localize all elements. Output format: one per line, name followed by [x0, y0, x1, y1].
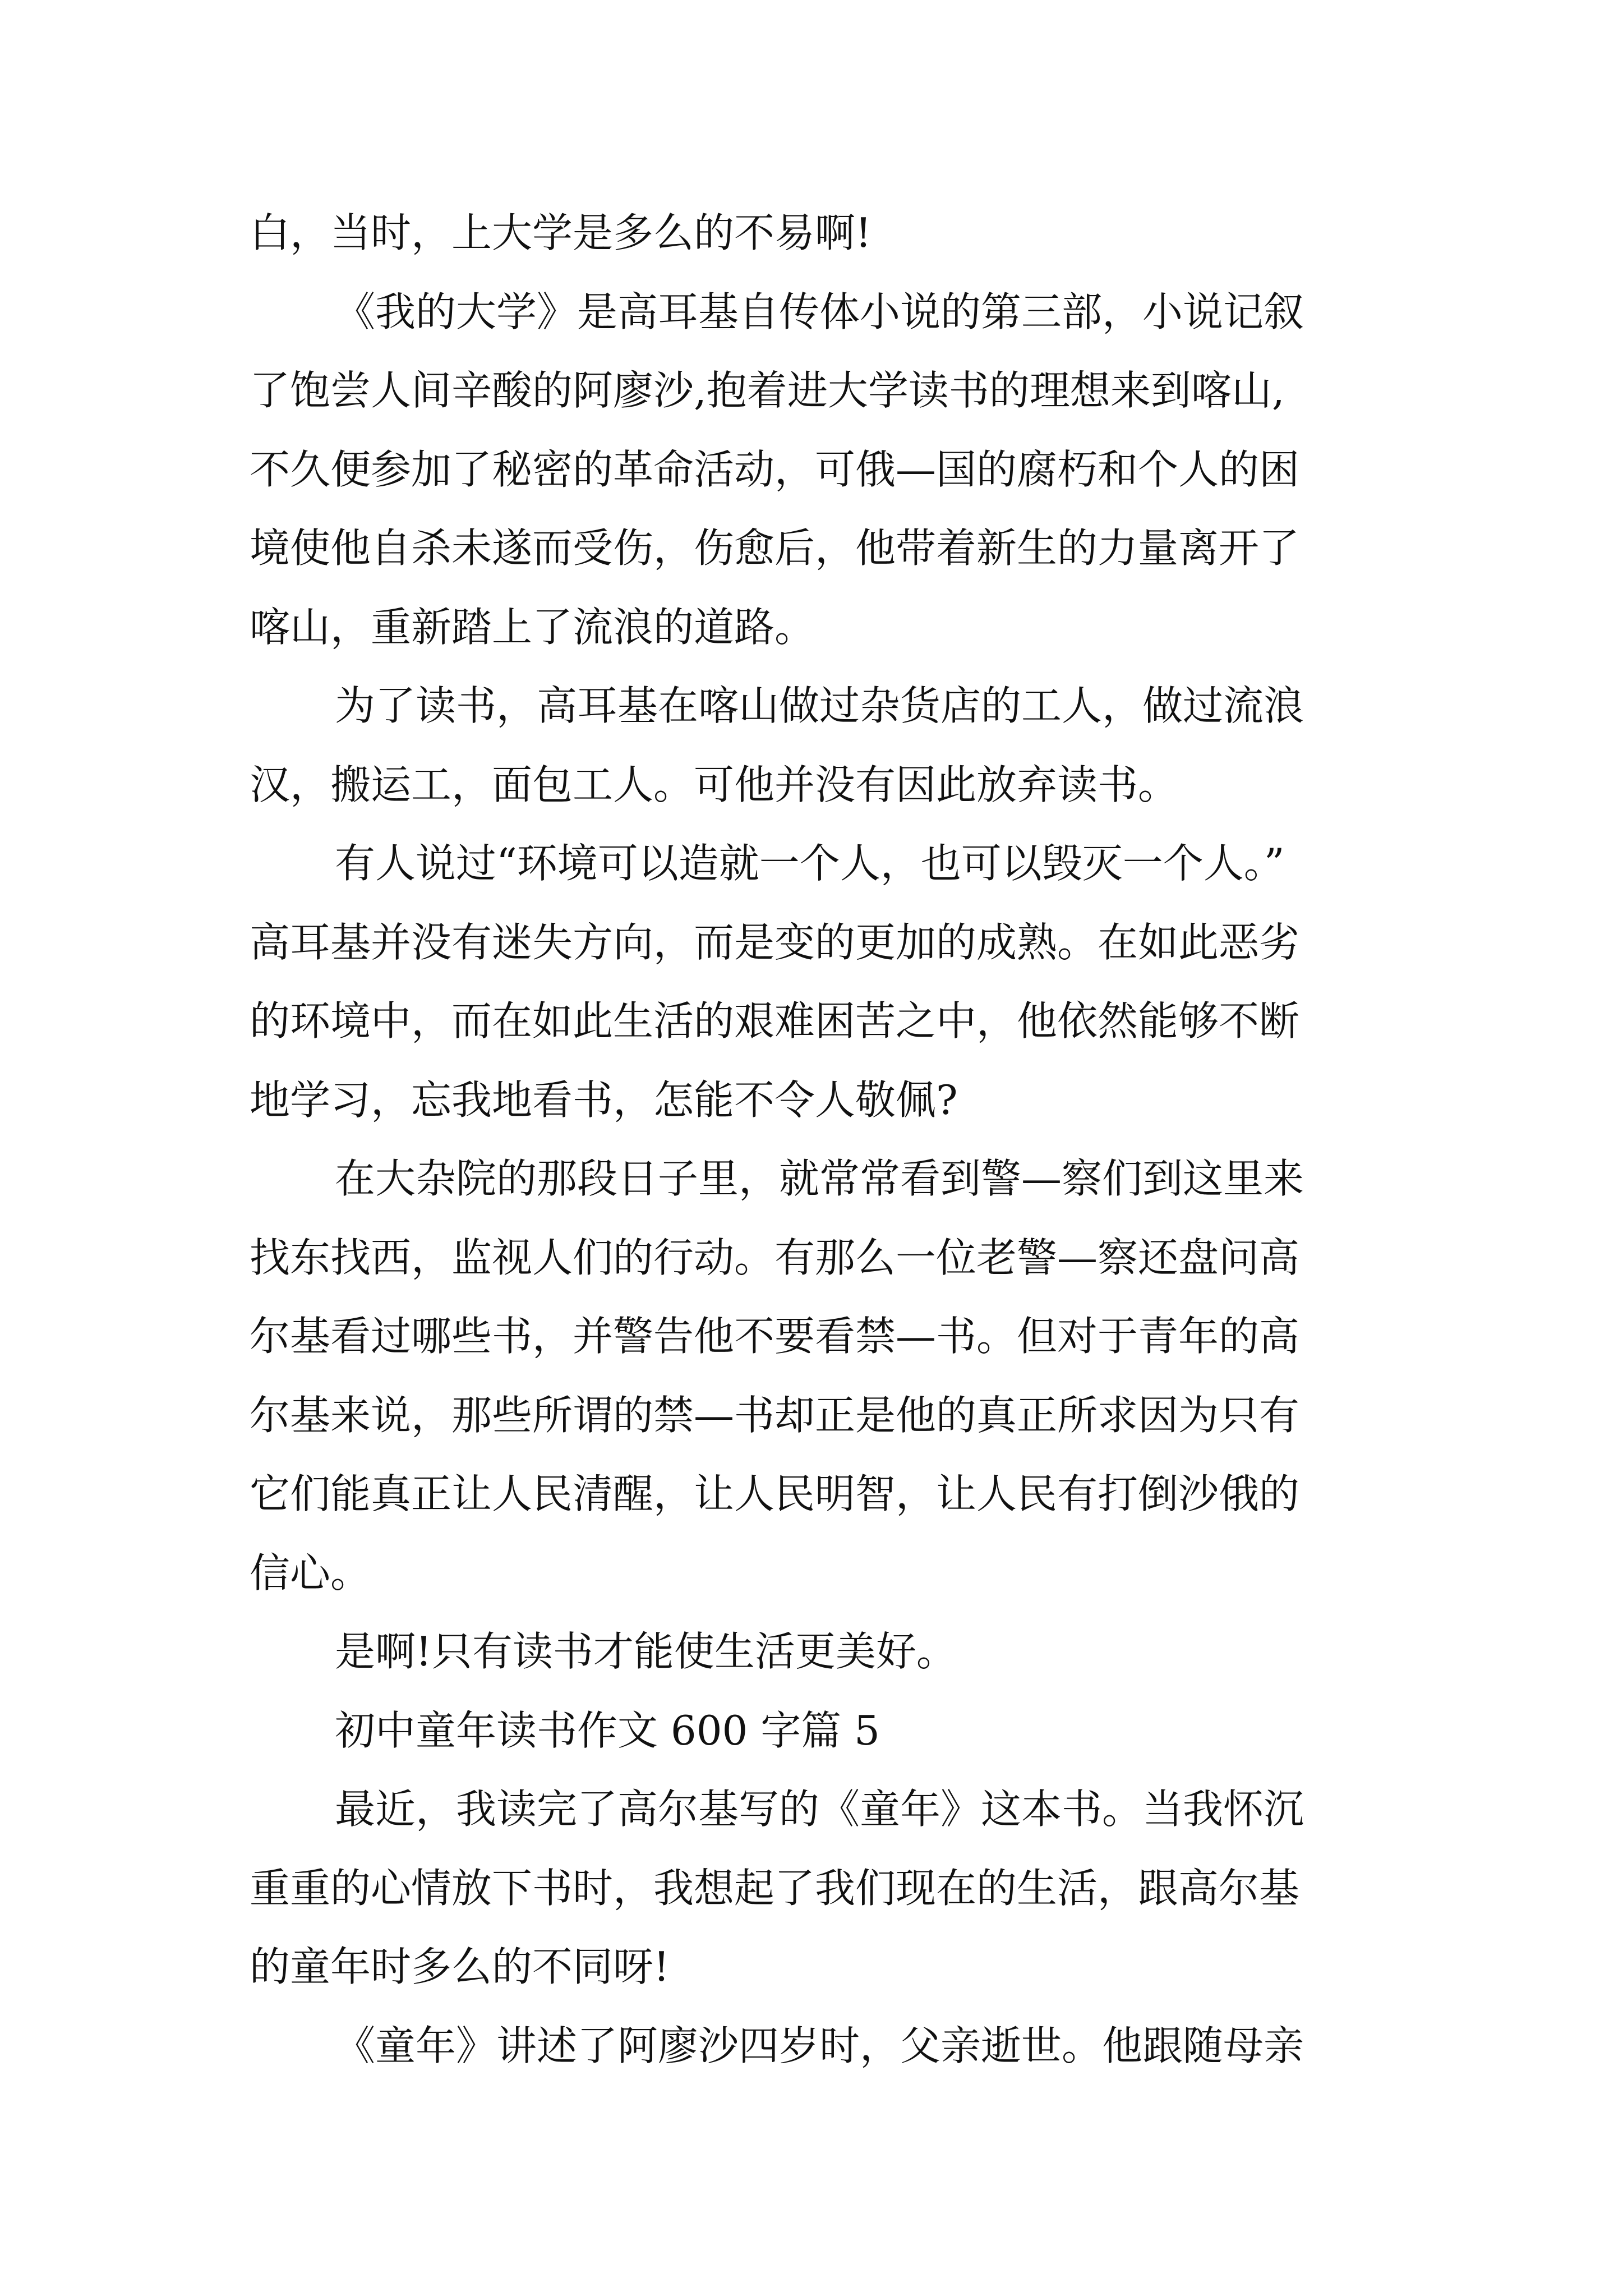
- text-line: 尔基来说，那些所谓的禁—书却正是他的真正所求因为只有: [250, 1391, 1300, 1439]
- text-line: 最近，我读完了高尔基写的《童年》这本书。当我怀沉: [335, 1786, 1304, 1833]
- text-line: 《我的大学》是高耳基自传体小说的第三部，小说记叙: [335, 288, 1304, 335]
- text-line: 白，当时，上大学是多么的不易啊!: [250, 209, 872, 256]
- text-line: 在大杂院的那段日子里，就常常看到警—察们到这里来: [335, 1155, 1304, 1202]
- document-body: [250, 194, 1382, 2085]
- text-line: 尔基看过哪些书，并警告他不要看禁—书。但对于青年的高: [250, 1313, 1300, 1360]
- text-line: 有人说过“环境可以造就一个人，也可以毁灭一个人。”: [335, 840, 1285, 887]
- text-line: 境使他自杀未遂而受伤，伤愈后，他带着新生的力量离开了: [250, 524, 1300, 572]
- text-line: 重重的心情放下书时，我想起了我们现在的生活，跟高尔基: [250, 1864, 1300, 1912]
- text-line: 它们能真正让人民清醒，让人民明智，让人民有打倒沙俄的: [250, 1470, 1300, 1517]
- text-line: 的环境中，而在如此生活的艰难困苦之中，他依然能够不断: [250, 997, 1300, 1045]
- text-line: 的童年时多么的不同呀!: [250, 1943, 670, 1990]
- text-line: 喀山，重新踏上了流浪的道路。: [250, 603, 815, 651]
- text-line: 汉，搬运工，面包工人。可他并没有因此放弃读书。: [250, 761, 1179, 808]
- text-line: 信心。: [250, 1549, 371, 1596]
- text-line: 了饱尝人间辛酸的阿廖沙,抱着进大学读书的理想来到喀山,: [250, 367, 1285, 414]
- text-line: 初中童年读书作文 600 字篇 5: [335, 1706, 880, 1754]
- text-line: 《童年》讲述了阿廖沙四岁时，父亲逝世。他跟随母亲: [335, 2022, 1304, 2069]
- text-line: 高耳基并没有迷失方向，而是变的更加的成熟。在如此恶劣: [250, 918, 1300, 966]
- text-line: 找东找西，监视人们的行动。有那么一位老警—察还盘问高: [250, 1234, 1300, 1281]
- text-line: 地学习，忘我地看书，怎能不令人敬佩?: [250, 1076, 958, 1124]
- text-line: 为了读书，高耳基在喀山做过杂货店的工人，做过流浪: [335, 682, 1304, 729]
- text-line: 不久便参加了秘密的革命活动，可俄—国的腐朽和个人的困: [250, 445, 1300, 493]
- text-line: 是啊!只有读书才能使生活更美好。: [335, 1628, 957, 1675]
